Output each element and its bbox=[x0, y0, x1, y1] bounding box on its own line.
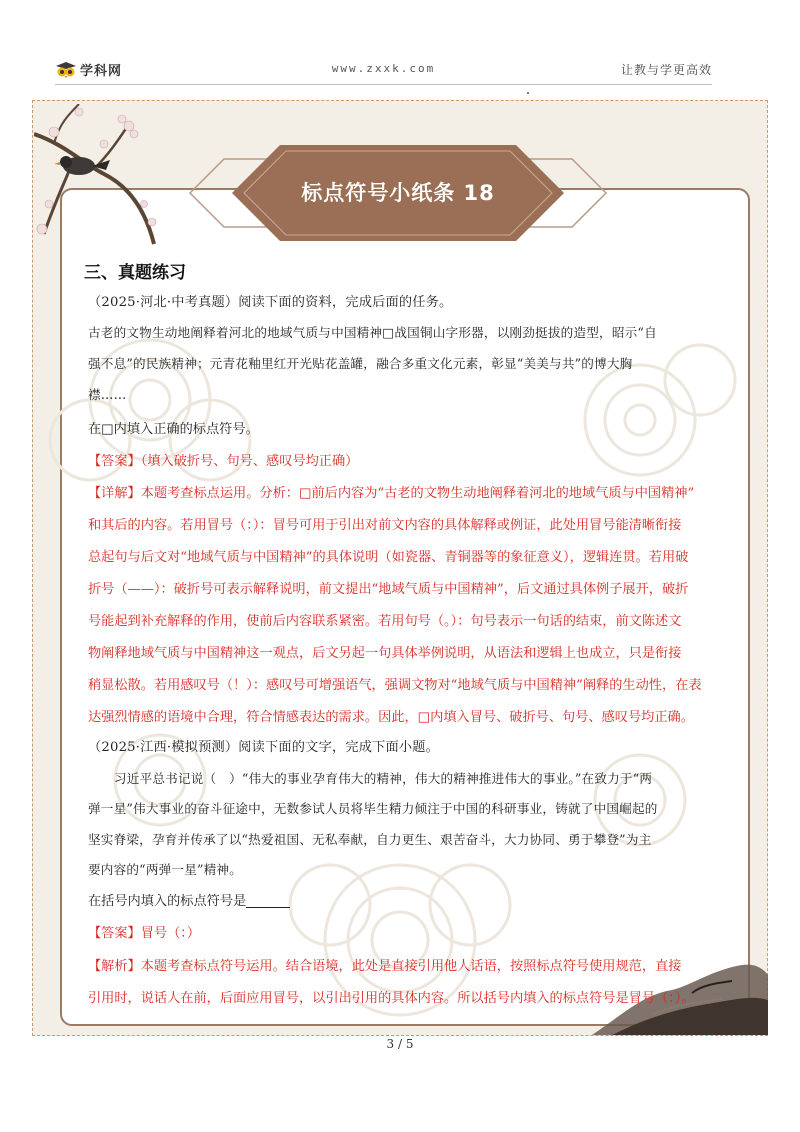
q1-detail-line bbox=[88, 487, 694, 500]
header-slogan: 让教与学更高效 bbox=[620, 63, 712, 77]
q2-analysis-line: 引用时，说话人在前，后面应用冒号，以引出引用的具体内容。所以括号内填入的标点符号是冒号（：）。 bbox=[88, 991, 695, 1006]
q1-passage-line: 古老的文物生动地阐释着河北的地域气质与中国精神□战国铜山字形器，以刚劲挺拔的造型，昭示“自 bbox=[88, 325, 657, 340]
stray-dot bbox=[527, 92, 529, 94]
q1-source: （2025·河北·中考真题）阅读下面的资料，完成后面的任务。 bbox=[88, 295, 453, 310]
answer-blank bbox=[246, 895, 290, 908]
q2-passage-line: 习近平总书记说（ ）“伟大的事业孕育伟大的精神，伟大的精神推进伟大的事业。”在致力于“两 bbox=[114, 771, 653, 786]
q1-detail-line: 号能起到补充解释的作用，使前后内容联系紧密。若用句号（。）：句号表示一句话的结束，前文陈述文 bbox=[88, 614, 682, 629]
site-url[interactable]: www.zxxk.com bbox=[331, 62, 436, 75]
plum-blossom-bird-illustration bbox=[34, 104, 194, 254]
section-heading: 三、真题练习 bbox=[84, 263, 186, 283]
q2-analysis-line bbox=[88, 960, 681, 973]
q2-passage-line: 坚实脊梁，孕育并传承了以“热爱祖国、无私奉献，自力更生、艰苦奋斗，大力协同、勇于攀登”为主 bbox=[88, 832, 652, 847]
logo-text: 学科网 bbox=[80, 64, 123, 79]
q2-answer bbox=[88, 927, 200, 940]
q1-passage-line: 襟…… bbox=[88, 387, 127, 402]
q1-task: 在□内填入正确的标点符号。 bbox=[88, 422, 259, 437]
q1-detail-line: 达强烈情感的语境中合理，符合情感表达的需求。因此，□内填入冒号、破折号、句号、感叹号均正确。 bbox=[88, 710, 694, 725]
q1-passage-line: 强不息”的民族精神；元青花釉里红开光贴花盖罐，融合多重文化元素，彰显“美美与共”的博大胸 bbox=[88, 356, 633, 371]
q2-task bbox=[88, 895, 290, 908]
detail-tag: 【详解】 bbox=[88, 486, 141, 501]
answer-text: （填入破折号、句号、感叹号均正确） bbox=[140, 454, 359, 469]
answer-tag: 【答案】 bbox=[88, 454, 141, 469]
q1-answer bbox=[88, 455, 358, 468]
q2-passage-line: 要内容的“两弹一星”精神。 bbox=[88, 862, 243, 877]
page-number: 3 / 5 bbox=[386, 1037, 414, 1051]
q1-detail-line: 总起句与后文对“地域气质与中国精神”的具体说明（如瓷器、青铜器等的象征意义），逻辑连贯。若用破 bbox=[88, 550, 689, 565]
q1-detail-line: 和其后的内容。若用冒号（：）：冒号可用于引出对前文内容的具体解释或例证，此处用冒号能清晰衔接 bbox=[88, 518, 682, 533]
detail-text: 本题考查标点运用。分析：□前后内容为“古老的文物生动地阐释着河北的地域气质与中国精神” bbox=[140, 486, 695, 501]
q1-detail-line: 物阐释地域气质与中国精神这一观点，后文另起一句具体举例说明，从语法和逻辑上也成立，只是衔接 bbox=[88, 646, 682, 661]
q1-detail-line: 折号（——）：破折号可表示解释说明，前文提出“地域气质与中国精神”，后文通过具体例子展开，破折 bbox=[88, 582, 689, 597]
q2-source: （2025·江西·模拟预测）阅读下面的文字，完成下面小题。 bbox=[88, 740, 440, 755]
answer-text: 冒号（：） bbox=[140, 926, 201, 941]
analysis-text: 本题考查标点符号运用。结合语境，此处是直接引用他人话语，按照标点符号使用规范，直接 bbox=[140, 959, 682, 974]
page-title: 标点符号小纸条 18 bbox=[301, 181, 495, 205]
answer-tag: 【答案】 bbox=[88, 926, 141, 941]
analysis-tag: 【解析】 bbox=[88, 959, 141, 974]
q1-detail-line: 稍显松散。若用感叹号（！）：感叹号可增强语气，强调文物对“地域气质与中国精神”阐释的生动性，在表 bbox=[88, 678, 702, 693]
q2-passage-line: 弹一星”伟大事业的奋斗征途中，无数参试人员将毕生精力倾注于中国的科研事业，铸就了中国崛起的 bbox=[88, 801, 658, 816]
q2-task-text: 在括号内填入的标点符号是 bbox=[88, 894, 247, 909]
page-header bbox=[55, 58, 712, 85]
